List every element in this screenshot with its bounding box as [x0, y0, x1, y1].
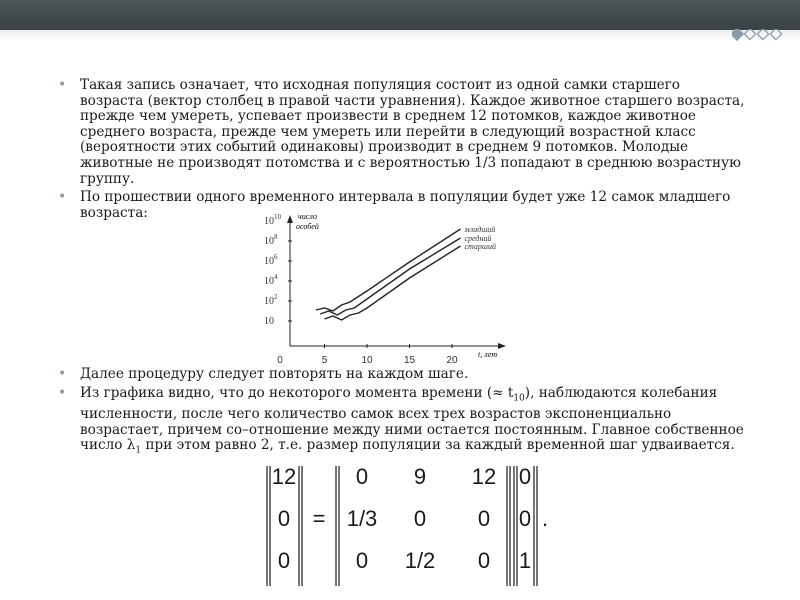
y-tick-label: $10^2$	[264, 293, 278, 307]
population-chart	[230, 213, 530, 363]
y-axis-label-line2: особей	[296, 222, 319, 231]
left-vector-cell: 0	[277, 548, 291, 573]
equals-sign: =	[312, 506, 326, 531]
series-line-младший	[316, 229, 461, 311]
right-vector-cell: 0	[518, 464, 532, 489]
left-vector-cell: 0	[277, 506, 291, 531]
trailing-period: .	[542, 506, 549, 531]
matrix-cell: 1/3	[346, 506, 378, 531]
right-vector-cell: 1	[518, 548, 532, 573]
matrix-bars	[267, 466, 537, 586]
matrix-cell: 0	[355, 464, 369, 489]
matrix-cell: 1/2	[404, 548, 436, 573]
matrix-cell: 9	[413, 464, 427, 489]
bullet-text: По прошествии одного временного интервала в популяции будет уже 12 самок младшего возраста:	[80, 189, 731, 221]
x-tick-label: 0	[277, 355, 283, 363]
bullet-icon: •	[58, 384, 67, 401]
matrix-cell: 0	[355, 548, 369, 573]
matrix-equation	[262, 464, 562, 590]
y-tick-label: $10^8$	[264, 233, 278, 247]
slide-header-bar	[0, 0, 800, 30]
bullet-icon: •	[58, 366, 67, 383]
bullet-item	[56, 367, 746, 383]
x-tick-label: 15	[403, 355, 416, 363]
y-axis-arrow-icon	[287, 215, 293, 223]
legend-label: средний	[464, 234, 492, 243]
y-tick-label: $10^4$	[264, 273, 278, 287]
bullet-icon: •	[58, 189, 67, 206]
x-tick-label: 5	[321, 355, 328, 363]
x-tick-label: 20	[446, 355, 458, 363]
bullet-text: Из графика видно, что до некоторого момента времени (≈ $t_{10}$), наблюдаются колебания численности, после чего количество самок всех трех возрастов экспоненциально возрастает, причем со–отношение между ними остается постоянным. Главное собственное число $\lambda_1$ при этом равно 2, т.е. размер популяции за каждый временной шаг удваивается.	[80, 384, 744, 457]
y-axis-label-line1: число	[298, 213, 317, 221]
legend-label: старший	[464, 242, 496, 251]
x-axis-arrow-icon	[498, 343, 506, 349]
slide-header-gradient	[0, 30, 800, 40]
series-line-старший	[325, 246, 461, 320]
x-tick-label: 10	[361, 355, 373, 363]
bullet-item	[56, 386, 746, 460]
matrix-cell: 0	[477, 506, 491, 531]
y-tick-label: 10	[264, 316, 274, 327]
corner-decoration-icon	[732, 29, 788, 41]
right-vector-cell: 0	[518, 506, 532, 531]
y-tick-label: $10^{10}$	[264, 213, 281, 227]
y-tick-label: $10^6$	[264, 253, 278, 267]
bullet-text: Далее процедуру следует повторять на каждом шаге.	[80, 366, 469, 383]
matrix-cell: 12	[471, 464, 497, 489]
bullet-item	[56, 78, 746, 187]
x-axis-label: t, лет	[478, 350, 498, 359]
legend-label: младший	[464, 225, 496, 234]
matrix-cell: 0	[413, 506, 427, 531]
bullet-icon: •	[58, 77, 67, 93]
series-line-средний	[320, 238, 460, 315]
left-vector-cell: 12	[271, 464, 297, 489]
bullet-text: Такая запись означает, что исходная популяция состоит из одной самки старшего возраста (вектор столбец в правой части уравнения). Каждое животное старшего возраста, прежде чем умереть, успевает произвести в среднем 12 потомков, каждое животное среднего возраста, прежде чем умереть или перейти в следующий возрастной класс (вероятности этих событий одинаковы) производит в среднем 9 потомков. Молодые животные не производят потомства и с вероятностью 1/3 попадают в среднюю возрастную группу.	[80, 77, 745, 187]
matrix-cell: 0	[477, 548, 491, 573]
